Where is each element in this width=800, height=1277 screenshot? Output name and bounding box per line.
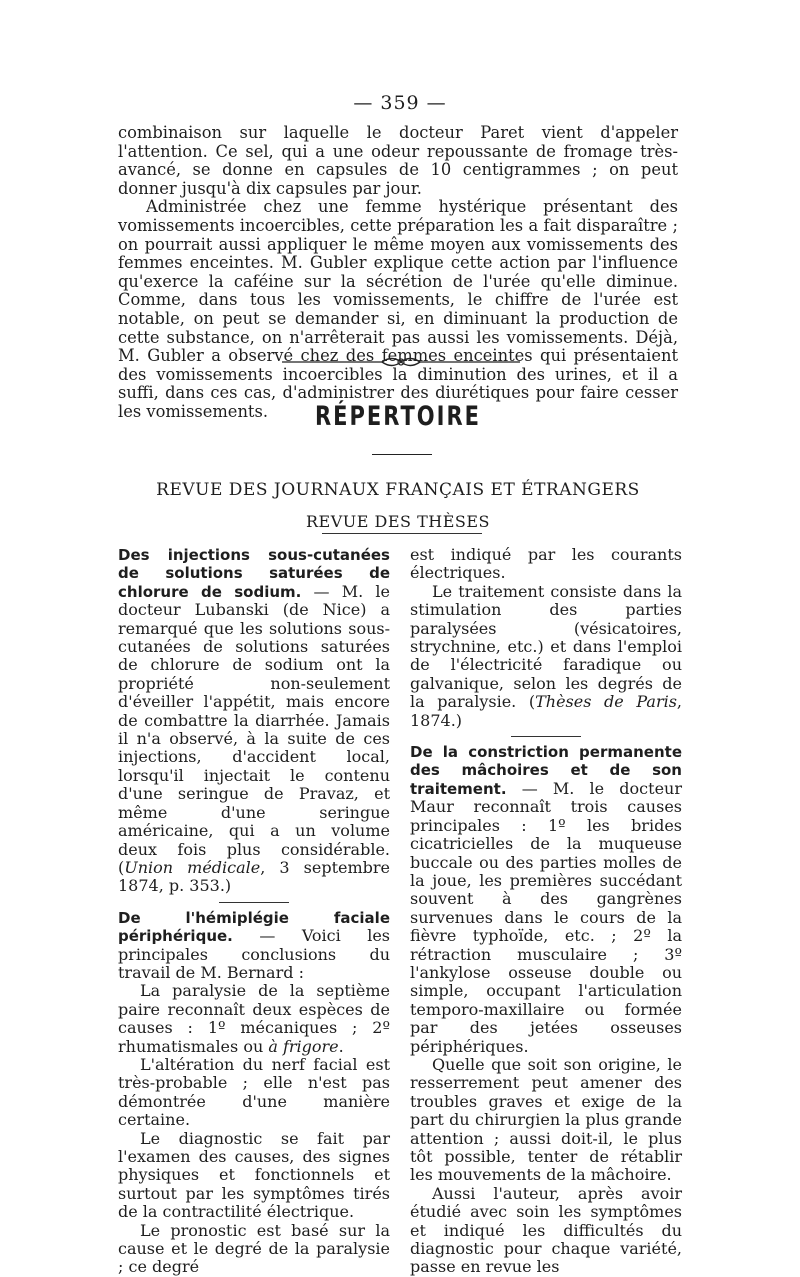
page-number: — 359 — bbox=[353, 92, 447, 114]
intro-text bbox=[118, 124, 678, 422]
article-separator bbox=[219, 902, 289, 903]
article-paragraph: est indiqué par les courants électriques. bbox=[410, 545, 682, 583]
ornament-divider bbox=[282, 352, 520, 372]
intro-paragraph: combinaison sur laquelle le docteur Paret vient d'appeler l'attention. Ce sel, qui a une odeur repoussante de fromage très-avancé, se donne en capsules de 10 centigrammes ; on peut donner jusqu'à dix capsules par jour. bbox=[118, 123, 678, 198]
article-body: — M. le docteur Maur reconnaît trois causes principales : 1º les brides cicatricielles de la muqueuse buccale ou des parties molles de la joue, les premières succédant souvent à des gangrènes survenues dans le cours de la fièvre typhoïde, etc. ; 2º la rétraction musculaire ; 3º l'ankylose osseuse double ou simple, occupant l'articulation temporo-maxillaire ou formée par des jetées osseuses périphériques. bbox=[410, 778, 682, 1056]
section-title: RÉPERTOIRE bbox=[315, 401, 481, 431]
article-body: — M. le docteur Lubanski (de Nice) a remarqué que les solutions sous-cutanées de solutions saturées de chlorure de sodium ont la propriété non-seulement d'éveiller l'appétit, mais encore de combattre la diarrhée. Jamais il n'a observé, à la suite de ces injections, d'accident local, lorsqu'il injectait le contenu d'une seringue de Pravaz, et même d'une seringue américaine, qui a un volume deux fois plus considérable. bbox=[118, 581, 390, 859]
paragraph-italic: à frigore bbox=[268, 1036, 339, 1056]
paragraph-text: La paralysie de la septième paire reconnaît deux espèces de causes : 1º mécaniques ; 2º rhumatismales ou bbox=[118, 981, 390, 1056]
source-journal: Thèses de Paris bbox=[535, 692, 677, 712]
source-prefix: ( bbox=[118, 857, 125, 877]
article-paragraph: Le pronostic est basé sur la cause et le degré de la paralysie ; ce degré bbox=[118, 1220, 390, 1277]
article-facial-hemiplegia bbox=[118, 909, 390, 983]
paragraph-end: . bbox=[338, 1036, 344, 1056]
article-paragraph: Le diagnostic se fait par l'examen des causes, des signes physiques et fonctionnels et surtout par les symptômes tirés de la contractilité électrique. bbox=[118, 1128, 390, 1222]
source-prefix: ( bbox=[516, 692, 536, 712]
left-column bbox=[118, 546, 390, 1277]
article-paragraph: L'altération du nerf facial est très-probable ; elle n'est pas démontrée d'une manière certaine. bbox=[118, 1054, 390, 1130]
article-separator bbox=[511, 736, 581, 737]
article-paragraph: Quelle que soit son origine, le resserrement peut amener des troubles graves et exige de la part du chirurgien la plus grande attention ; aussi doit-il, le plus tôt possible, tenter de rétablir les mouvements de la mâchoire. bbox=[410, 1054, 682, 1185]
article-heading: De l'hémiplégie faciale périphérique. bbox=[118, 908, 390, 946]
theses-rule bbox=[322, 533, 482, 534]
article-jaw-constriction bbox=[410, 743, 682, 1056]
source-suffix: , 3 septembre 1874, p. 353.) bbox=[118, 857, 390, 896]
article-paragraph: Aussi l'auteur, après avoir étudié avec soin les symptômes et indiqué les difficultés du diagnostic pour chaque variété, passe en revue les bbox=[410, 1183, 682, 1277]
article-heading: De la constriction permanente des mâchoires et de son traitement. bbox=[410, 743, 682, 798]
journals-review-title: REVUE DES JOURNAUX FRANÇAIS ET ÉTRANGERS bbox=[156, 480, 640, 500]
article-body: — Voici les principales conclusions du travail de M. Bernard : bbox=[118, 926, 390, 982]
paragraph-text: Le traitement consiste dans la stimulation des parties paralysées (vésicatoires, strychnine, etc.) et dans l'emploi de l'électricité faradique ou galvanique, selon les degrés de la paralysie. bbox=[410, 581, 682, 712]
intro-paragraph: Administrée chez une femme hystérique présentant des vomissements incoercibles, cette préparation les a fait disparaître ; on pourrait aussi appliquer le même moyen aux vomissements des femmes enceintes. M. Gubler explique cette action par l'influence qu'exerce la caféine sur la sécrétion de l'urée qu'elle diminue. Comme, dans tous les vomissements, le chiffre de l'urée est notable, on peut se demander si, en diminuant la production de cette substance, on n'arrêterait pas aussi les vomissements. Déjà, M. Gubler a observé chez des femmes enceintes qui présentaient des vomissements incoercibles la diminution des urines, et il a suffi, dans ces cas, d'administrer des diurétiques pour faire cesser les vomissements. bbox=[118, 197, 678, 421]
theses-review-title: REVUE DES THÈSES bbox=[306, 512, 490, 531]
article-heading: Des injections sous-cutanées de solutions saturées de chlorure de sodium. bbox=[118, 546, 390, 601]
article-saline-injections bbox=[118, 546, 390, 896]
article-paragraph bbox=[410, 583, 682, 730]
right-column bbox=[410, 546, 682, 1277]
article-paragraph bbox=[118, 982, 390, 1056]
source-suffix: , 1874.) bbox=[410, 692, 683, 730]
title-rule bbox=[372, 454, 432, 455]
source-journal: Union médicale bbox=[124, 857, 261, 877]
